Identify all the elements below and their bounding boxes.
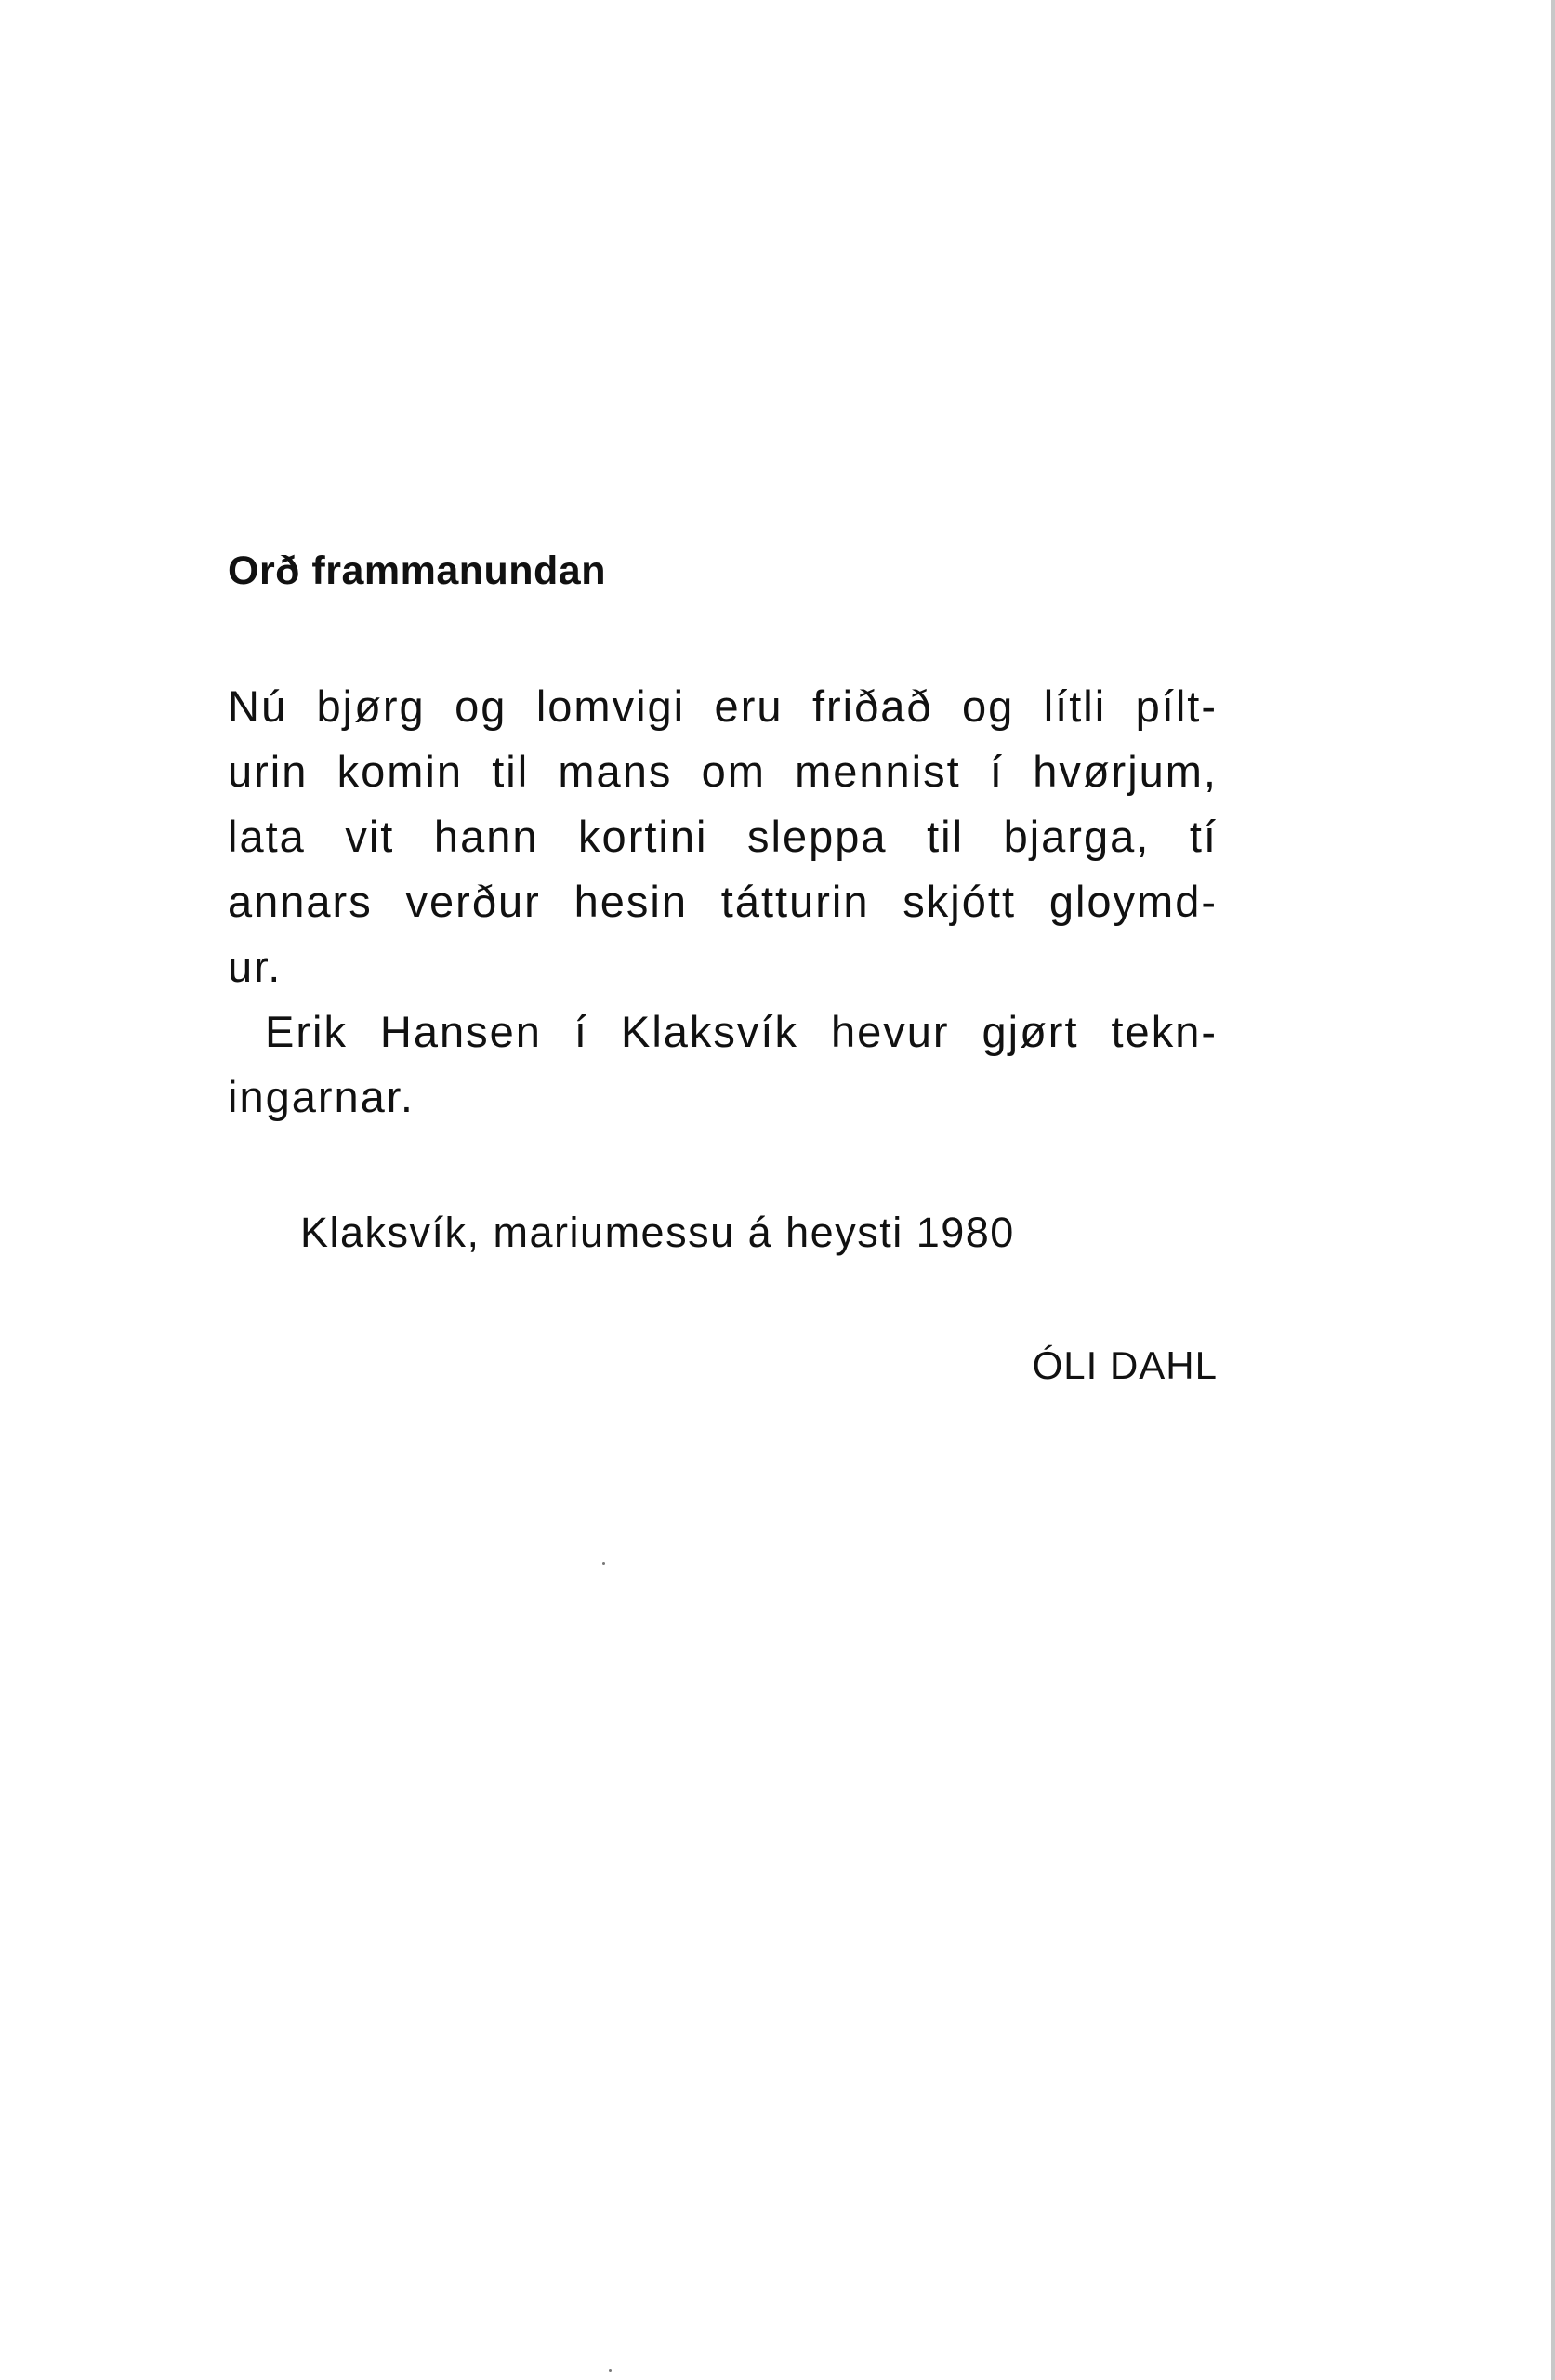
paper-speck (609, 2369, 612, 2372)
paragraph2-line-2: ingarnar. (228, 1072, 415, 1121)
paragraph1-line-2: urin komin til mans om mennist í hvørjum, (228, 747, 1218, 796)
paragraph1-line-5: ur. (228, 942, 283, 991)
page-heading: Orð frammanundan (228, 549, 606, 593)
paragraph2-line-1: Erik Hansen í Klaksvík hevur gjørt tekn- (265, 1007, 1218, 1056)
foreword-body (228, 679, 1218, 1144)
paragraph1-line-1: Nú bjørg og lomvigi eru friðað og lítli pílt- (228, 681, 1218, 731)
dateline: Klaksvík, mariumessu á heysti 1980 (300, 1209, 1015, 1256)
page-edge-shadow (1551, 0, 1555, 2380)
author-signature: ÓLI DAHL (1032, 1343, 1218, 1387)
paragraph1-line-3: lata vit hann kortini sleppa til bjarga, tí (228, 812, 1218, 861)
paragraph1-line-4: annars verður hesin tátturin skjótt gloymd- (228, 877, 1218, 926)
paper-speck (602, 1562, 605, 1565)
